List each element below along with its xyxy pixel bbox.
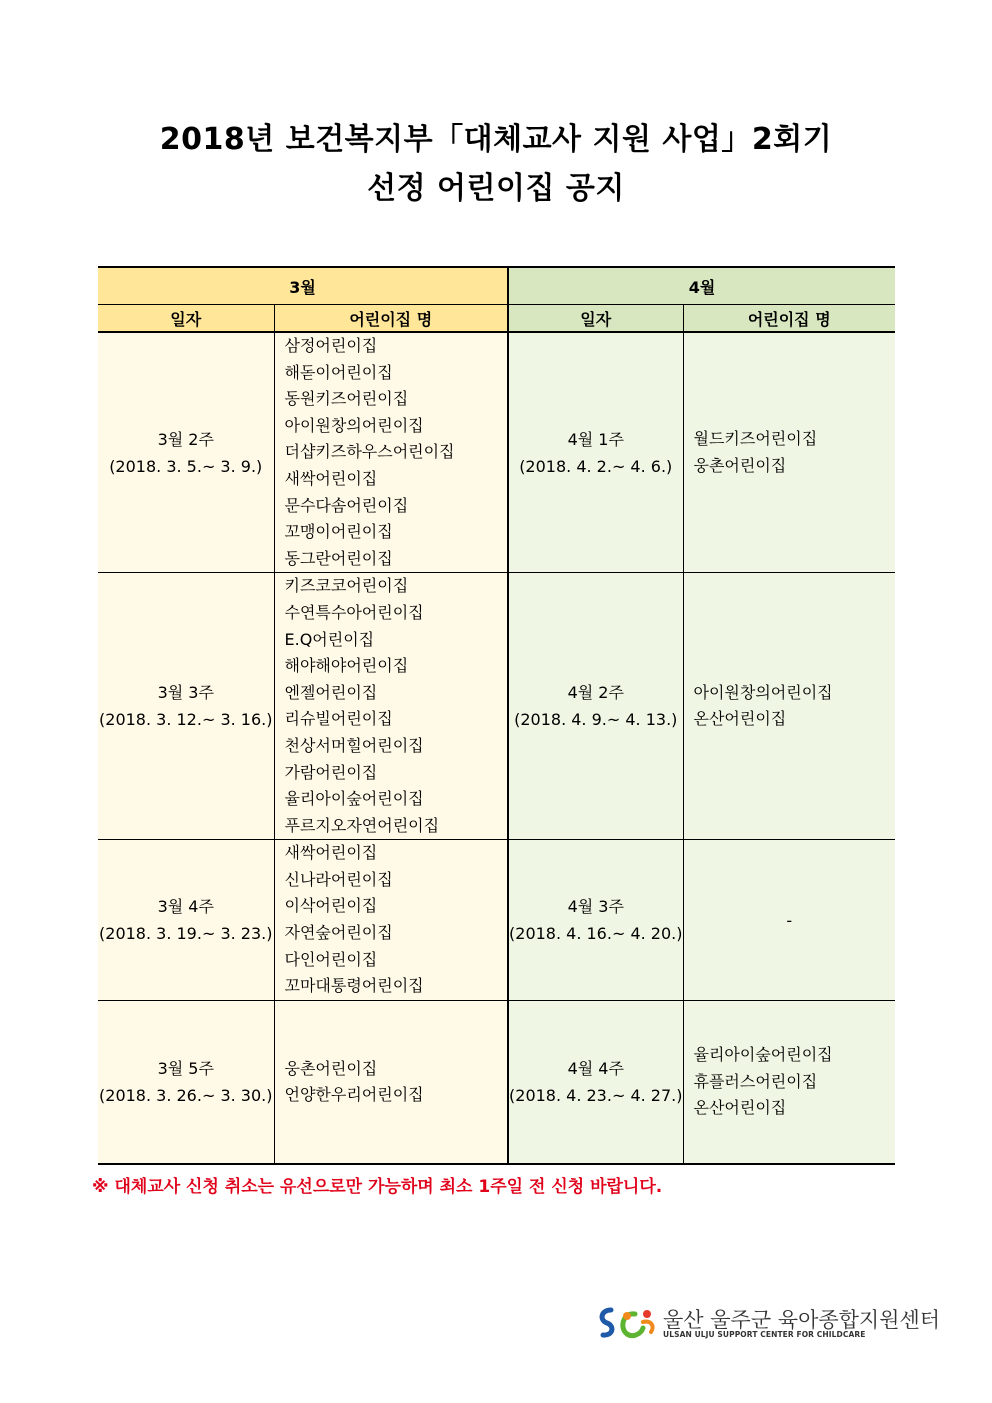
date-range: (2018. 3. 19.~ 3. 23.) xyxy=(99,924,273,944)
daycare-name: 동원키즈어린이집 xyxy=(284,389,409,409)
date-range: (2018. 3. 5.~ 3. 9.) xyxy=(109,456,263,476)
month-header-row xyxy=(98,267,895,305)
date-range: (2018. 3. 12.~ 3. 16.) xyxy=(99,710,273,730)
daycare-name: 아이원창의어린이집 xyxy=(284,415,424,435)
week-label: 3월 5주 xyxy=(157,1059,214,1079)
month-april-header: 4월 xyxy=(508,267,895,305)
daycare-name: 온산어린이집 xyxy=(693,1098,787,1118)
march-names-cell xyxy=(274,840,508,1001)
page-title-line2: 선정 어린이집 공지 xyxy=(367,171,625,206)
march-date-cell xyxy=(98,573,274,840)
schedule-rows xyxy=(98,332,895,1164)
week-label: 3월 4주 xyxy=(157,897,214,917)
table-row xyxy=(98,332,895,573)
april-names-cell xyxy=(683,573,895,840)
cancellation-notice: ※ 대체교사 신청 취소는 유선으로만 가능하며 최소 1주일 전 신청 바랍니다. xyxy=(92,1177,663,1197)
daycare-name: 휴플러스어린이집 xyxy=(693,1071,818,1091)
daycare-name: 웅촌어린이집 xyxy=(284,1058,378,1078)
table-row xyxy=(98,840,895,1001)
daycare-name: 월드키즈어린이집 xyxy=(693,429,818,449)
daycare-name: 온산어린이집 xyxy=(693,709,787,729)
daycare-name: 언양한우리어린이집 xyxy=(284,1085,424,1105)
daycare-name: 삼정어린이집 xyxy=(284,336,378,355)
march-date-cell xyxy=(98,1000,274,1164)
date-range: (2018. 4. 16.~ 4. 20.) xyxy=(509,924,683,944)
march-names-cell xyxy=(274,1000,508,1164)
week-label: 4월 1주 xyxy=(567,429,624,449)
march-names-cell xyxy=(274,573,508,840)
daycare-name: 가람어린이집 xyxy=(284,762,378,782)
march-names-cell xyxy=(274,332,508,573)
schedule-table xyxy=(98,266,895,1165)
center-logo-icon xyxy=(597,1302,659,1344)
daycare-name: 율리아이숲어린이집 xyxy=(284,789,424,809)
march-date-cell xyxy=(98,332,274,573)
col-header-april-date: 일자 xyxy=(508,305,683,333)
daycare-name: 율리아이숲어린이집 xyxy=(693,1045,833,1065)
date-range: (2018. 4. 23.~ 4. 27.) xyxy=(509,1086,683,1106)
april-names-cell xyxy=(683,332,895,573)
center-logo xyxy=(597,1302,941,1344)
daycare-name: 더샵키즈하우스어린이집 xyxy=(284,442,455,462)
daycare-name: 천상서머힐어린이집 xyxy=(284,735,424,755)
daycare-name: 새싹어린이집 xyxy=(284,843,378,863)
daycare-name: 아이원창의어린이집 xyxy=(693,682,833,702)
table-row xyxy=(98,573,895,840)
date-range: (2018. 3. 26.~ 3. 30.) xyxy=(99,1086,273,1106)
daycare-name: 웅촌어린이집 xyxy=(693,455,787,475)
daycare-name: 새싹어린이집 xyxy=(284,468,378,488)
col-header-march-names: 어린이집 명 xyxy=(274,305,508,333)
table-row xyxy=(98,1000,895,1164)
april-names-cell xyxy=(683,840,895,1001)
month-march-header: 3월 xyxy=(98,267,508,305)
daycare-name: 수연특수아어린이집 xyxy=(284,602,424,622)
daycare-name: 자연숲어린이집 xyxy=(284,923,393,943)
daycare-name: 이삭어린이집 xyxy=(284,896,378,916)
daycare-name: 신나라어린이집 xyxy=(284,869,393,889)
daycare-name: 푸르지오자연어린이집 xyxy=(284,815,440,835)
week-label: 4월 3주 xyxy=(567,897,624,917)
week-label: 3월 3주 xyxy=(157,683,214,703)
daycare-name: 꼬마대통령어린이집 xyxy=(284,976,424,996)
week-label: 3월 2주 xyxy=(157,429,214,449)
center-logo-korean: 울산 울주군 육아종합지원센터 xyxy=(663,1308,941,1332)
center-logo-english: ULSAN ULJU SUPPORT CENTER FOR CHILDCARE xyxy=(663,1330,866,1339)
april-date-cell xyxy=(508,840,683,1001)
date-range: (2018. 4. 2.~ 4. 6.) xyxy=(519,456,673,476)
march-date-cell xyxy=(98,840,274,1001)
april-date-cell xyxy=(508,573,683,840)
col-header-april-names: 어린이집 명 xyxy=(683,305,895,333)
daycare-name: 꼬맹이어린이집 xyxy=(284,522,393,542)
daycare-name: 해돋이어린이집 xyxy=(284,362,393,382)
column-header-row xyxy=(98,305,895,333)
week-label: 4월 2주 xyxy=(567,683,624,703)
daycare-name: 엔젤어린이집 xyxy=(284,682,378,702)
date-range: (2018. 4. 9.~ 4. 13.) xyxy=(514,710,678,730)
daycare-name: 문수다솜어린이집 xyxy=(284,495,409,515)
page-title-line1: 2018년 보건복지부「대체교사 지원 사업」2회기 xyxy=(159,122,833,157)
daycare-name: 동그란어린이집 xyxy=(284,548,393,568)
daycare-name: - xyxy=(786,910,793,930)
col-header-march-date: 일자 xyxy=(98,305,274,333)
april-names-cell xyxy=(683,1000,895,1164)
april-date-cell xyxy=(508,1000,683,1164)
daycare-name: 다인어린이집 xyxy=(284,949,378,969)
daycare-name: 리슈빌어린이집 xyxy=(284,709,393,729)
daycare-name: E.Q어린이집 xyxy=(284,629,375,649)
april-date-cell xyxy=(508,332,683,573)
daycare-name: 해야해야어린이집 xyxy=(284,656,409,676)
week-label: 4월 4주 xyxy=(567,1059,624,1079)
daycare-name: 키즈코코어린이집 xyxy=(284,576,409,596)
